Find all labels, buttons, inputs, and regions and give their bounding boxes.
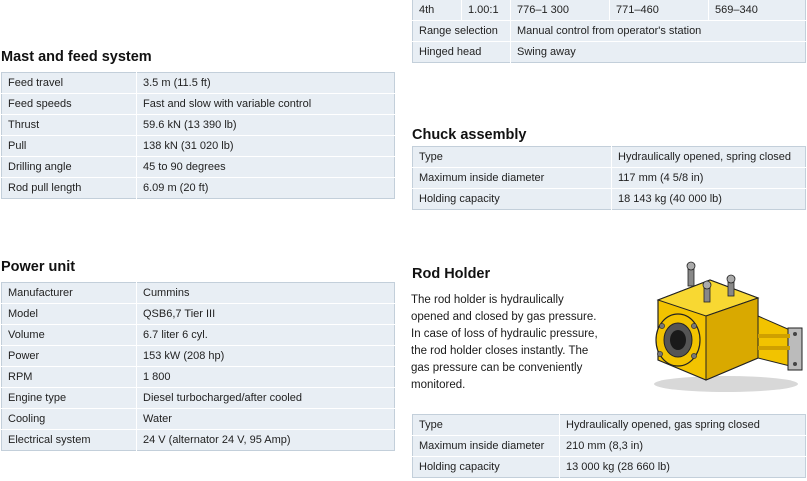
table-row bbox=[2, 283, 395, 304]
rod-holder-illustration-icon bbox=[640, 258, 806, 398]
section-title-power-unit: Power unit bbox=[1, 259, 76, 275]
table-row bbox=[2, 157, 395, 178]
table-row bbox=[2, 178, 395, 199]
table-row bbox=[413, 0, 806, 21]
spec-label: Electrical system bbox=[2, 430, 137, 451]
table-row bbox=[2, 115, 395, 136]
section-title-rod-holder: Rod Holder bbox=[412, 266, 491, 282]
spec-value: 59.6 kN (13 390 lb) bbox=[137, 115, 395, 136]
spec-label: Cooling bbox=[2, 409, 137, 430]
spec-label: Pull bbox=[2, 136, 137, 157]
chuck-table bbox=[412, 146, 806, 210]
description-line: the rod holder closes instantly. The bbox=[411, 345, 589, 357]
table-row bbox=[413, 457, 806, 478]
table-row bbox=[2, 409, 395, 430]
table-row bbox=[2, 304, 395, 325]
rod-holder-table bbox=[412, 414, 806, 478]
spec-value: 45 to 90 degrees bbox=[137, 157, 395, 178]
spec-value: 3.5 m (11.5 ft) bbox=[137, 73, 395, 94]
rod-holder-description bbox=[411, 292, 619, 394]
table-row bbox=[413, 21, 806, 42]
table-cell: 771–460 bbox=[610, 0, 709, 21]
description-line: monitored. bbox=[411, 379, 466, 391]
table-cell: 569–340 bbox=[709, 0, 806, 21]
spec-label: Rod pull length bbox=[2, 178, 137, 199]
spec-value: Diesel turbocharged/after cooled bbox=[137, 388, 395, 409]
description-line: opened and closed by gas pressure. bbox=[411, 311, 597, 323]
spec-label: Holding capacity bbox=[413, 189, 612, 210]
table-cell: Manual control from operator's station bbox=[511, 21, 806, 42]
spec-label: Drilling angle bbox=[2, 157, 137, 178]
spec-value: Cummins bbox=[137, 283, 395, 304]
spec-value: 138 kN (31 020 lb) bbox=[137, 136, 395, 157]
table-cell: Swing away bbox=[517, 46, 576, 58]
power-unit-table bbox=[1, 282, 395, 451]
spec-value: Fast and slow with variable control bbox=[137, 94, 395, 115]
section-title-mast-feed: Mast and feed system bbox=[1, 49, 152, 65]
table-row bbox=[413, 436, 806, 457]
description-line: In case of loss of hydraulic pressure, bbox=[411, 328, 598, 340]
table-cell: Range selection bbox=[413, 21, 511, 42]
spec-label: Type bbox=[413, 415, 560, 436]
spec-label: Power bbox=[2, 346, 137, 367]
spec-label: Manufacturer bbox=[2, 283, 137, 304]
table-cell: 4th bbox=[413, 0, 462, 21]
table-row bbox=[413, 147, 806, 168]
spec-value: Water bbox=[137, 409, 395, 430]
spec-value: 1 800 bbox=[137, 367, 395, 388]
spec-label: Model bbox=[2, 304, 137, 325]
spec-label: Thrust bbox=[2, 115, 137, 136]
spec-label: Engine type bbox=[2, 388, 137, 409]
spec-label: Feed speeds bbox=[2, 94, 137, 115]
spec-value: 24 V (alternator 24 V, 95 Amp) bbox=[143, 434, 291, 446]
spec-value: 6.09 m (20 ft) bbox=[143, 182, 209, 194]
table-row bbox=[2, 136, 395, 157]
table-row bbox=[2, 367, 395, 388]
table-cell: 1.00:1 bbox=[462, 0, 511, 21]
table-row bbox=[2, 73, 395, 94]
section-title-chuck: Chuck assembly bbox=[412, 127, 527, 143]
table-row bbox=[2, 388, 395, 409]
table-cell: Hinged head bbox=[413, 42, 511, 63]
table-row bbox=[413, 189, 806, 210]
spec-label: Type bbox=[413, 147, 612, 168]
table-row bbox=[2, 346, 395, 367]
mast-feed-table bbox=[1, 72, 395, 199]
spec-label: Maximum inside diameter bbox=[413, 168, 612, 189]
description-line: The rod holder is hydraulically bbox=[411, 294, 564, 306]
spec-value: Hydraulically opened, gas spring closed bbox=[560, 415, 806, 436]
table-cell: 776–1 300 bbox=[511, 0, 610, 21]
spec-label: Feed travel bbox=[2, 73, 137, 94]
gear-table bbox=[412, 0, 806, 63]
spec-value: QSB6,7 Tier III bbox=[137, 304, 395, 325]
spec-value: Hydraulically opened, spring closed bbox=[612, 147, 806, 168]
spec-value: 18 143 kg (40 000 lb) bbox=[618, 193, 722, 205]
spec-label: Maximum inside diameter bbox=[413, 436, 560, 457]
spec-value: 13 000 kg (28 660 lb) bbox=[566, 461, 670, 473]
spec-value: 153 kW (208 hp) bbox=[137, 346, 395, 367]
table-row bbox=[2, 94, 395, 115]
spec-value: 6.7 liter 6 cyl. bbox=[137, 325, 395, 346]
table-row bbox=[413, 42, 806, 63]
spec-label: Holding capacity bbox=[413, 457, 560, 478]
spec-value: 210 mm (8,3 in) bbox=[560, 436, 806, 457]
table-row bbox=[413, 415, 806, 436]
table-row bbox=[2, 430, 395, 451]
spec-label: RPM bbox=[2, 367, 137, 388]
spec-value: 117 mm (4 5/8 in) bbox=[612, 168, 806, 189]
table-row bbox=[413, 168, 806, 189]
table-row bbox=[2, 325, 395, 346]
description-line: gas pressure can be conveniently bbox=[411, 362, 583, 374]
spec-label: Volume bbox=[2, 325, 137, 346]
